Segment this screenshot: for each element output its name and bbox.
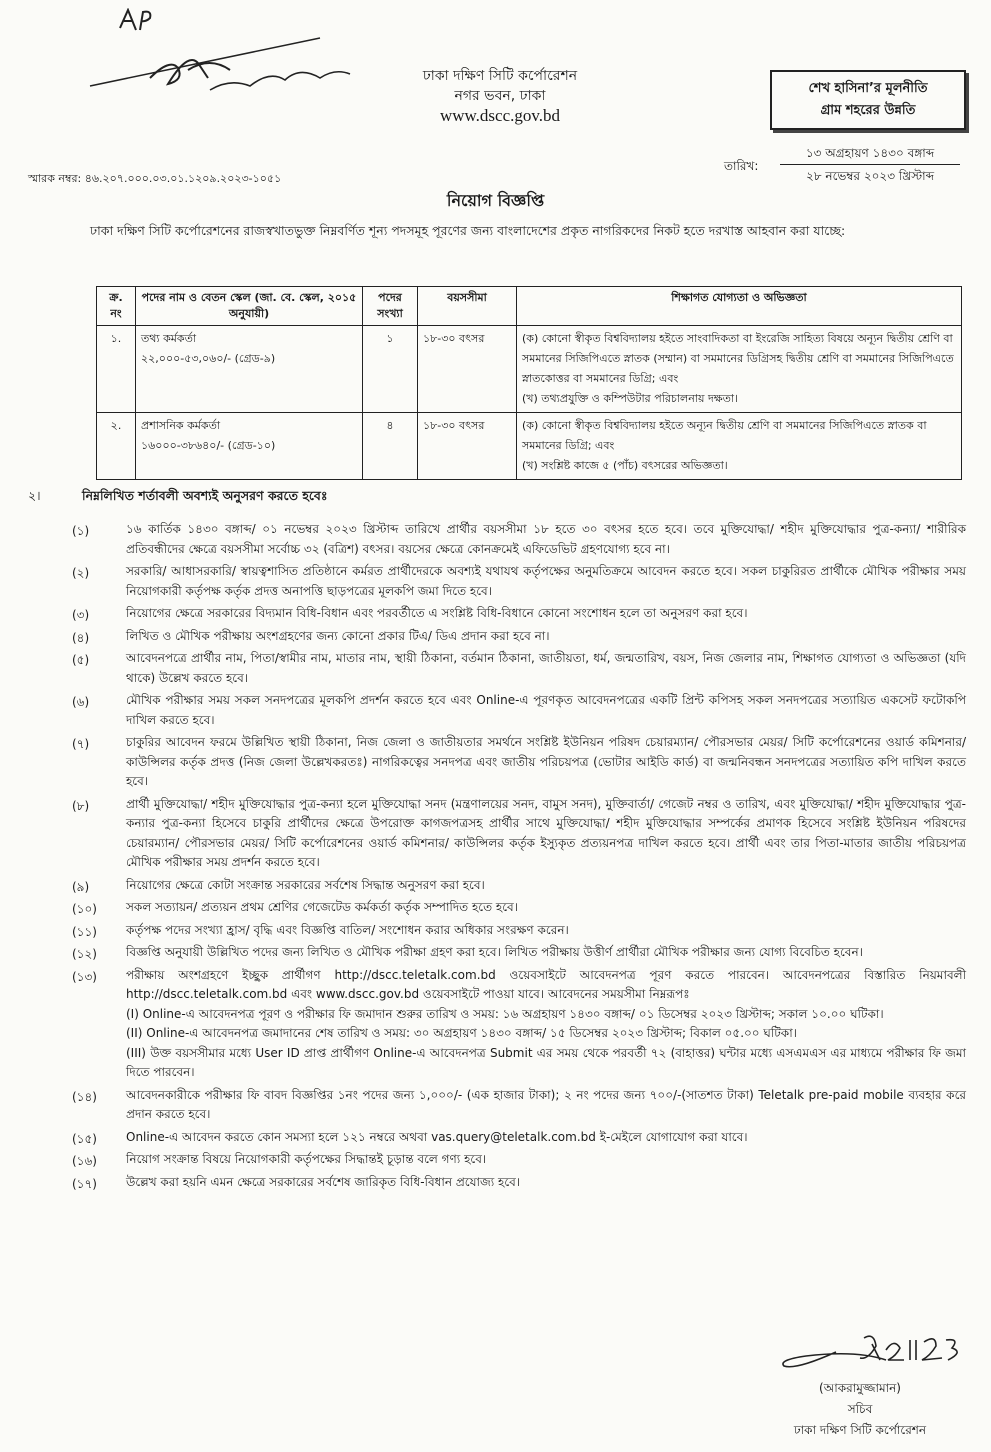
signatory-designation: সচিব [847,1402,873,1416]
conditions-list [56,520,966,1195]
list-item [56,627,966,647]
qual-a: (ক) কোনো স্বীকৃত বিশ্ববিদ্যালয় হইতে সাংবাদিকতা বা ইংরেজি সাহিত্য বিষয়ে অন্যূন দ্বিতীয় শ্রেণি বা সমমানের সিজিপিএতে স্নাতক (সম্মান) বা সমমানের ডিগ্রিসহ দ্বিতীয় শ্রেণি বা সমমানের সিজিপিএতে স্নাতকোত্তর বা সমমানের ডিগ্রি; এবং [522,332,954,385]
item-number: (১৬) [72,1154,97,1168]
org-address: নগর ভবন, ঢাকা [454,88,546,104]
list-item [56,1173,966,1193]
item-number: (১৩) [72,969,97,984]
col-post: পদের নাম ও বেতন স্কেল (জা. বে. স্কেল, ২০১৫ অনুযায়ী) [136,287,363,326]
item-text: চাকুরির আবেদন ফরমে উল্লিখিত স্থায়ী ঠিকানা, নিজ জেলা ও জাতীয়তার সমর্থনে সংশ্লিষ্ট ইউনিয়ন পরিষদ চেয়ারম্যান/ পৌরসভার মেয়র/ সিটি কর্পোরেশনের ওয়ার্ড কমিশনার/ কাউন্সিলর কর্তৃক প্রদত্ত (নিজ জেলা উল্লেখকরতঃ) নাগরিকত্বের সনদপত্র এবং জাতীয় পরিচয়পত্র (ভোটার আইডি কার্ড) বা জন্মনিবন্ধন সনদপত্রের সত্যায়িত কপি দাখিল করতে হবে। [126,735,966,788]
item-text: বিজ্ঞপ্তি অনুযায়ী উল্লিখিত পদের জন্য লিখিত ও মৌখিক পরীক্ষা গ্রহণ করা হবে। লিখিত পরীক্ষায় উত্তীর্ণ প্রার্থীরা মৌখিক পরীক্ষার জন্য যোগ্য বিবেচিত হবেন। [126,945,863,959]
list-item [56,691,966,730]
item-text: প্রার্থী মুক্তিযোদ্ধা/ শহীদ মুক্তিযোদ্ধার পুত্র-কন্যা হলে মুক্তিযোদ্ধা সনদ (মন্ত্রণালয়ের সনদ, বামুস সনদ), মুক্তিবার্তা/ গেজেট নম্বর ও তারিখ, এবং মুক্তিযোদ্ধা/ শহীদ মুক্তিযোদ্ধার পুত্র-কন্যার পুত্র-কন্যা হিসেবে চাকুরি প্রার্থীদের ক্ষেত্রে উপরোক্ত কাগজপত্রসহ প্রার্থীর সাথে মুক্তিযোদ্ধা/ শহীদ মুক্তিযোদ্ধার সম্পর্কের প্রমাণক হিসেবে সংশ্লিষ্ট ইউনিয়ন পরিষদের চেয়ারম্যান/ পৌরসভার মেয়র/ সিটি কর্পোরেশনের ওয়ার্ড কমিশনার/ কাউন্সিলর কর্তৃক ইস্যুকৃত প্রত্যয়নপত্র দাখিল করতে হবে। প্রার্থী এবং তার পিতা-মাতার জাতীয় পরিচয়পত্র মৌখিক পরীক্ষার সময় প্রদর্শন করতে হবে। [126,796,966,869]
section-number: ২। [28,488,41,503]
slogan-box [770,70,966,130]
list-item [56,943,966,963]
item-number: (১০) [72,902,97,916]
item-text: নিয়োগের ক্ষেত্রে সরকারের বিদ্যমান বিধি-বিধান এবং পরবর্তীতে এ সংশ্লিষ্ট বিধি-বিধানে কোনো সংশোধন হলে তা অনুসরণ করা হবে। [126,606,748,620]
cell-post [136,413,363,480]
cell-qualification [517,413,962,480]
cell-count: ১ [363,326,418,413]
fee-window: (III) উক্ত বয়সসীমার মধ্যে User ID প্রাপ্ত প্রার্থীগণ Online-এ আবেদনপত্র Submit এর সময় থেকে পরবর্তী ৭২ (বাহাত্তর) ঘন্টার মধ্যে এসএমএস এর মাধ্যমে পরীক্ষার ফি জমা দিতে পারবেন। [126,1045,966,1079]
list-item [56,1150,966,1170]
list-item [56,966,966,1083]
item-text: মৌখিক পরীক্ষার সময় সকল সনদপত্রের মূলকপি প্রদর্শন করতে হবে এবং Online-এ পূরণকৃত আবেদনপত্রের একটি প্রিন্ট কপিসহ সকল সনদপত্রের সত্যায়িত একসেট ফটোকপি দাখিল করতে হবে। [126,693,966,727]
col-count: পদের সংখ্যা [363,287,418,326]
cell-age: ১৮-৩০ বৎসর [418,326,517,413]
deadline-start: (I) Online-এ আবেদনপত্র পূরণ ও পরীক্ষার ফি জমাদান শুরুর তারিখ ও সময়: ১৬ অগ্রহায়ণ ১৪৩০ বঙ্গাব্দ/ ০১ ডিসেম্বর ২০২৩ খ্রিস্টাব্দ; সকাল ১০.০০ ঘটিকা। [126,1006,884,1021]
post-name: প্রশাসনিক কর্মকর্তা [141,419,221,432]
item-number: (৪) [72,630,90,645]
cell-serial: ১. [97,326,136,413]
item-number: (৯) [72,879,90,894]
table-row [97,326,962,413]
deadline-end: (II) Online-এ আবেদনপত্র জমাদানের শেষ তারিখ ও সময়: ৩০ অগ্রহায়ণ ১৪৩০ বঙ্গাব্দ/ ১৫ ডিসেম্বর ২০২৩ খ্রিস্টাব্দ; বিকাল ০৫.০০ ঘটিকা। [126,1026,797,1040]
qual-a: (ক) কোনো স্বীকৃত বিশ্ববিদ্যালয় হইতে অন্যূন দ্বিতীয় শ্রেণি বা সমমানের সিজিপিএতে স্নাতক বা সমমানের ডিগ্রি; এবং [522,419,927,452]
item-number: (৩) [72,608,90,622]
cell-post [136,326,363,413]
handwritten-annotation [80,8,360,108]
qual-b: (খ) সংশ্লিষ্ট কাজে ৫ (পাঁচ) বৎসরের অভিজ্ঞতা। [522,459,728,472]
item-text: নিয়োগ সংক্রান্ত বিষয়ে নিয়োগকারী কর্তৃপক্ষের সিদ্ধান্তই চূড়ান্ত বলে গণ্য হবে। [126,1152,487,1166]
post-scale: ১৬০০০-৩৮৬৪০/- (গ্রেড-১০) [141,439,276,452]
slogan-line: গ্রাম শহরের উন্নতি [820,103,916,118]
org-name: ঢাকা দক্ষিণ সিটি কর্পোরেশন [422,68,578,84]
item-text: আবেদনপত্রে প্রার্থীর নাম, পিতা/স্বামীর নাম, মাতার নাম, স্থায়ী ঠিকানা, বর্তমান ঠিকানা, জাতীয়তা, ধর্ম, জন্মতারিখ, বয়স, নিজ জেলার নাম, শিক্ষাগত যোগ্যতা ও অভিজ্ঞতা (যদি থাকে) উল্লেখ করতে হবে। [126,651,966,685]
item-text: ১৬ কার্তিক ১৪৩০ বঙ্গাব্দ/ ০১ নভেম্বর ২০২৩ খ্রিস্টাব্দ তারিখে প্রার্থীর বয়সসীমা ১৮ হতে ৩০ বৎসর হতে হবে। তবে মুক্তিযোদ্ধা/ শহীদ মুক্তিযোদ্ধার পুত্র-কন্যা/ শারীরিক প্রতিবন্ধীদের ক্ষেত্রে বয়সসীমা সর্বোচ্চ ৩২ (বত্রিশ) বৎসর। বয়সের ক্ষেত্রে কোনক্রমেই এফিডেভিট গ্রহণযোগ্য হবে না। [126,522,966,556]
col-qualification: শিক্ষাগত যোগ্যতা ও অভিজ্ঞতা [517,287,962,326]
list-item [56,604,966,624]
date-block [780,142,960,187]
item-number: (১২) [72,947,97,961]
item-text: সকল সত্যায়ন/ প্রত্যয়ন প্রথম শ্রেণির গেজেটেড কর্মকর্তা কর্তৃক সম্পাদিত হতে হবে। [126,900,519,914]
item-number: (১) [72,524,90,538]
item-text: পরীক্ষায় অংশগ্রহণে ইচ্ছুক প্রার্থীগণ http://dscc.teletalk.com.bd ওয়েবসাইটে আবেদনপত্র পূরণ করতে পারবেন। আবেদনপত্রের বিস্তারিত নিয়মাবলী http://dscc.teletalk.com.bd এবং www.dscc.gov.bd ওয়েবসাইটে পাওয়া যাবে। আবেদনের সময়সীমা নিম্নরূপঃ [126,967,966,1001]
item-number: (১৪) [72,1089,97,1104]
col-serial: ক্র. নং [97,287,136,326]
item-number: (১৭) [72,1176,97,1191]
item-text: সরকারি/ আধাসরকারি/ স্বায়ত্বশাসিত প্রতিষ্ঠানে কর্মরত প্রার্থীদেরকে অবশ্যই যথাযথ কর্তৃপক্ষের অনুমতিক্রমে আবেদন করতে হবে। সকল চাকুরিরত প্রার্থীকে মৌখিক পরীক্ষার সময় নিয়োগকারী কর্তৃপক্ষ কর্তৃক প্রদত্ত অনাপত্তি ছাড়পত্রের মূলকপি জমা দিতে হবে। [126,564,966,598]
cell-serial: ২. [97,413,136,480]
post-scale: ২২,০০০-৫৩,০৬০/- (গ্রেড-৯) [141,352,276,365]
item-text: আবেদনকারীকে পরীক্ষার ফি বাবদ বিজ্ঞপ্তির ১নং পদের জন্য ১,০০০/- (এক হাজার টাকা); ২ নং পদের জন্য ৭০০/-(সাতশত টাকা) Teletalk pre-paid mobile ব্যবহার করে প্রদান করতে হবে। [126,1087,966,1121]
list-item [56,520,966,559]
posts-table [96,286,962,480]
item-number: (১৫) [72,1131,97,1146]
section-title: নিম্নলিখিত শর্তাবলী অবশ্যই অনুসরণ করতে হবেঃ [82,488,328,503]
conditions-heading [28,488,328,508]
item-text: কর্তৃপক্ষ পদের সংখ্যা হ্রাস/ বৃদ্ধি এবং বিজ্ঞপ্তি বাতিল/ সংশোধন করার অধিকার সংরক্ষণ করেন। [126,922,569,937]
handwritten-signature [776,1330,966,1382]
item-number: (৫) [72,653,90,667]
date-label: তারিখ: [724,159,759,173]
table-row [97,413,962,480]
item-number: (৮) [72,798,90,813]
qual-b: (খ) তথ্যপ্রযুক্তি ও কম্পিউটার পরিচালনায় দক্ষতা। [522,392,739,405]
item-number: (৭) [72,737,90,751]
item-text: লিখিত ও মৌখিক পরীক্ষায় অংশগ্রহণের জন্য কোনো প্রকার টিএ/ ডিএ প্রদান করা হবে না। [126,628,550,643]
cell-count: ৪ [363,413,418,480]
list-item [56,1086,966,1125]
signatory-office: ঢাকা দক্ষিণ সিটি কর্পোরেশন [793,1423,927,1437]
col-age: বয়সসীমা [418,287,517,326]
org-website[interactable]: www.dscc.gov.bd [439,106,561,125]
memo-number: স্মারক নম্বর: ৪৬.২০৭.০০০.০৩.০১.১২০৯.২০২৩-১০৫১ [28,172,282,185]
date-english: ২৮ নভেম্বর ২০২৩ খ্রিস্টাব্দ [806,169,934,183]
item-text: Online-এ আবেদন করতে কোন সমস্যা হলে ১২১ নম্বরে অথবা vas.query@teletalk.com.bd ই-মেইলে যোগাযোগ করা যাবে। [126,1129,748,1144]
list-item [56,649,966,688]
slogan-line: শেখ হাসিনা’র মূলনীতি [808,81,928,96]
post-name: তথ্য কর্মকর্তা [141,332,197,345]
item-text: নিয়োগের ক্ষেত্রে কোটা সংক্রান্ত সরকারের সর্বশেষ সিদ্ধান্ত অনুসরণ করা হবে। [126,877,485,892]
item-number: (১১) [72,924,97,939]
signature-block [760,1378,960,1441]
list-item [56,876,966,896]
item-text: উল্লেখ করা হয়নি এমন ক্ষেত্রে সরকারের সর্বশেষ জারিকৃত বিধি-বিধান প্রযোজ্য হবে। [126,1174,521,1189]
date-bangla: ১৩ অগ্রহায়ণ ১৪৩০ বঙ্গাব্দ [780,142,960,165]
cell-age: ১৮-৩০ বৎসর [418,413,517,480]
page-title: নিয়োগ বিজ্ঞপ্তি [446,191,545,210]
org-header [360,66,640,126]
list-item [56,733,966,792]
cell-qualification [517,326,962,413]
list-item [56,562,966,601]
table-header-row [97,287,962,326]
list-item [56,898,966,918]
item-number: (৬) [72,695,90,709]
intro-paragraph: ঢাকা দক্ষিণ সিটি কর্পোরেশনের রাজস্বখাতভুক্ত নিম্নবর্ণিত শূন্য পদসমূহ পূরণের জন্য বাংলাদেশের প্রকৃত নাগরিকদের নিকট হতে দরখাস্ত আহবান করা যাচ্ছে: [90,223,846,238]
item-number: (২) [72,566,90,580]
list-item [56,795,966,873]
list-item [56,1128,966,1148]
list-item [56,921,966,941]
signatory-name: (আকরামুজ্জামান) [819,1381,901,1395]
